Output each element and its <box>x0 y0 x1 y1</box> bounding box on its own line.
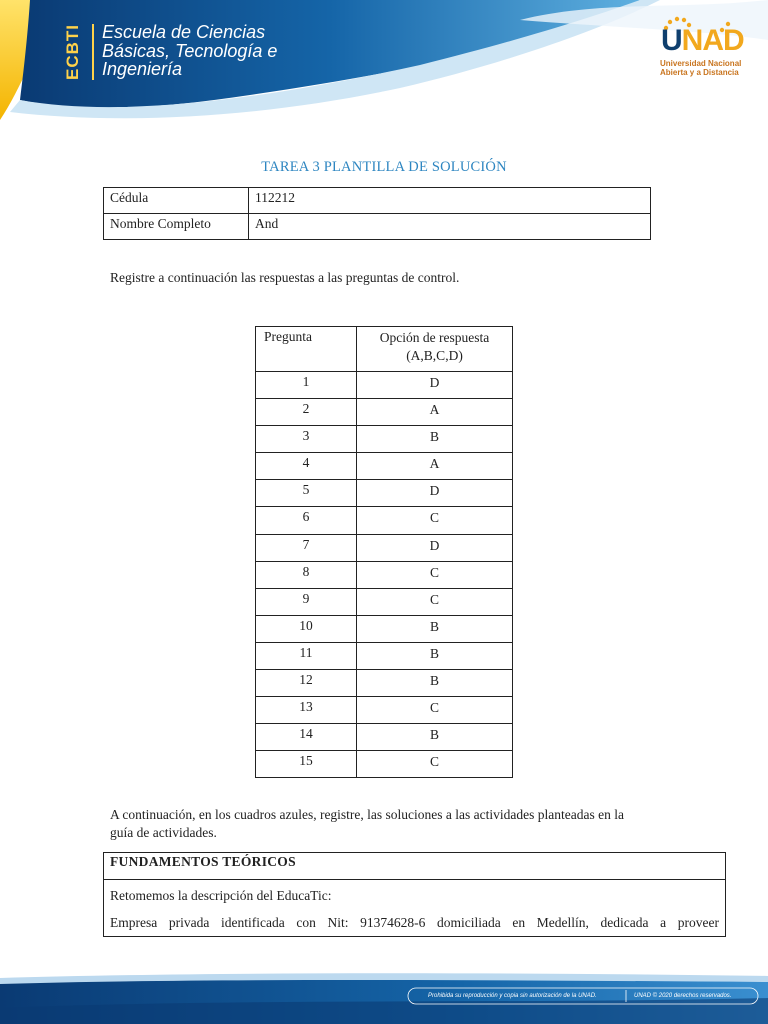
table-row <box>256 453 513 480</box>
fundamentos-heading: FUNDAMENTOS TEÓRICOS <box>104 853 726 880</box>
table-row <box>104 880 726 937</box>
fundamentos-body <box>104 880 726 937</box>
ecbti-divider <box>92 24 94 80</box>
instruction-text: Registre a continuación las respuestas a las preguntas de control. <box>110 270 460 285</box>
table-row <box>256 507 513 534</box>
table-row <box>256 670 513 697</box>
answer-option: B <box>357 615 513 642</box>
document-title: TAREA 3 PLANTILLA DE SOLUCIÓN <box>261 159 507 175</box>
table-row <box>256 751 513 778</box>
table-row <box>256 588 513 615</box>
answer-question-number: 3 <box>256 426 357 453</box>
unad-logo <box>652 16 752 80</box>
answer-option: B <box>357 642 513 669</box>
answer-option: D <box>357 534 513 561</box>
table-row <box>256 615 513 642</box>
answer-question-number: 14 <box>256 724 357 751</box>
answer-question-number: 2 <box>256 399 357 426</box>
fundamentos-line-2: Empresa privada identificada con Nit: 91374628-6 domiciliada en Medellín, dedicada a proveer <box>110 915 719 930</box>
page-footer-banner <box>0 968 768 1024</box>
answer-question-number: 7 <box>256 534 357 561</box>
answer-option: B <box>357 724 513 751</box>
answer-option: C <box>357 697 513 724</box>
identity-table <box>103 187 651 240</box>
id-value-nombre: And <box>249 214 651 240</box>
table-row <box>256 399 513 426</box>
header-opcion-line-2: (A,B,C,D) <box>406 348 463 363</box>
unad-ad: NAD <box>681 24 744 57</box>
answer-question-number: 8 <box>256 561 357 588</box>
page-header-banner <box>0 0 768 130</box>
table-row <box>256 642 513 669</box>
table-row <box>256 372 513 399</box>
answer-question-number: 6 <box>256 507 357 534</box>
answer-option: C <box>357 507 513 534</box>
footer-rights-notice: UNAD © 2020 derechos reservados. <box>634 993 732 999</box>
answer-question-number: 13 <box>256 697 357 724</box>
header-opcion <box>357 327 513 372</box>
table-row <box>256 697 513 724</box>
answers-body <box>256 372 513 778</box>
university-name-line-2: Abierta y a Distancia <box>660 68 739 77</box>
fundamentos-table <box>103 852 726 937</box>
university-name <box>660 59 741 77</box>
answer-option: D <box>357 372 513 399</box>
instruction-text-2: A continuación, en los cuadros azules, registre, las soluciones a las actividades planteadas en la guía de actividades. <box>110 807 624 840</box>
answer-question-number: 15 <box>256 751 357 778</box>
table-row <box>256 480 513 507</box>
answer-option: B <box>357 426 513 453</box>
answers-table <box>255 326 513 778</box>
school-name <box>102 23 302 79</box>
answer-question-number: 5 <box>256 480 357 507</box>
header-opcion-line-1: Opción de respuesta <box>379 330 490 345</box>
answer-option: D <box>357 480 513 507</box>
unad-u: U <box>661 24 682 57</box>
answer-option: A <box>357 453 513 480</box>
fundamentos-line-1: Retomemos la descripción del EducaTic: <box>110 888 332 903</box>
answer-question-number: 4 <box>256 453 357 480</box>
answer-option: C <box>357 751 513 778</box>
unad-wordmark <box>661 26 744 56</box>
answer-option: C <box>357 561 513 588</box>
answers-header-row <box>256 327 513 372</box>
answer-option: A <box>357 399 513 426</box>
answer-question-number: 10 <box>256 615 357 642</box>
answer-question-number: 12 <box>256 670 357 697</box>
school-name-line-1: Escuela de Ciencias <box>102 22 266 42</box>
answer-question-number: 11 <box>256 642 357 669</box>
table-row <box>256 561 513 588</box>
school-name-line-2: Básicas, Tecnología e <box>102 40 278 61</box>
table-row <box>256 724 513 751</box>
answer-question-number: 1 <box>256 372 357 399</box>
table-row <box>104 853 726 880</box>
header-pregunta: Pregunta <box>256 327 357 372</box>
table-row <box>256 426 513 453</box>
table-row <box>256 534 513 561</box>
id-label-cedula: Cédula <box>104 188 249 214</box>
ecbti-text: ECBTI <box>63 24 82 80</box>
school-name-line-3: Ingeniería <box>102 59 183 79</box>
ecbti-acronym <box>60 24 86 80</box>
table-row <box>104 188 651 214</box>
footer-copy-notice: Prohibida su reproducción y copia sin autorización de la UNAD. <box>428 993 597 999</box>
answer-question-number: 9 <box>256 588 357 615</box>
id-value-cedula: 112212 <box>249 188 651 214</box>
answer-option: B <box>357 670 513 697</box>
id-label-nombre: Nombre Completo <box>104 214 249 240</box>
table-row <box>104 214 651 240</box>
university-name-line-1: Universidad Nacional <box>660 59 742 68</box>
answer-option: C <box>357 588 513 615</box>
